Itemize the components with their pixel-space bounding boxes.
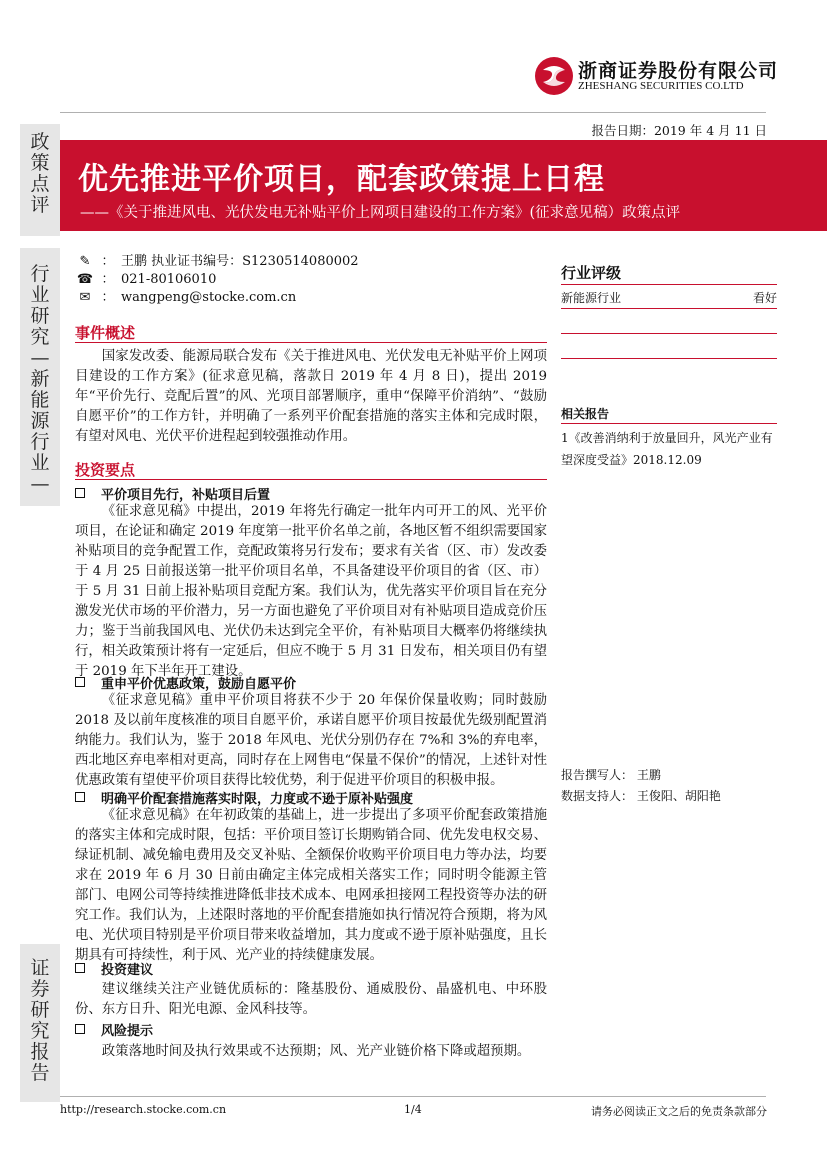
side-tab-char: 券 (30, 978, 50, 1000)
side-tab-char: 究 (30, 326, 50, 348)
invest-section-title: 投资要点 (75, 461, 136, 479)
rating-industry: 新能源行业 (561, 291, 622, 305)
point-paragraph-1: 《征求意见稿》中提出，2019 年将先行确定一批年内可开工的风、光平价项目，在论证和确定 2019 年度第一批平价名单之前，各地区暂不组织需要国家补贴项目的竞争配置工作，竞配政策将另行发布；要求有关省（区、市）发改委于 4 月 25 日前报送第一批平价项目名单，不具备建设平价项目的省（区、市）于 5 月 31 日前上报补贴项目竞配方案。我们认为，优先落实平价项目旨在充分激发光伏市场的平价潜力，另一方面也避免了平价项目对有补贴项目造成竞价压力；鉴于当前我国风电、光伏仍未达到完全平价，有补贴项目大概率仍将继续执行，相关政策预计将有一定延后，但应不晚于 5 月 31 日发布，相关项目仍有望于 2019 年下半年开工建设。 (75, 504, 547, 679)
side-tab-char: 研 (30, 999, 50, 1021)
envelope-icon: ✉ (79, 290, 91, 305)
header-divider (60, 112, 766, 113)
report-title: 优先推进平价项目，配套政策提上日程 (78, 162, 605, 197)
side-tab-char: 能 (30, 389, 50, 411)
analyst-email-row: ✉ ： wangpeng@stocke.com.cn (75, 289, 296, 307)
side-tab-char: 点 (30, 173, 50, 195)
analyst-phone: 021-80106010 (121, 272, 217, 287)
side-tab-char: — (30, 347, 50, 369)
company-logo (534, 54, 779, 98)
zheshang-logo-icon (534, 56, 574, 96)
point-paragraph-3: 《征求意见稿》在年初政策的基础上，进一步提出了多项平价配套政策措施的落实主体和完成时限，包括：平价项目签订长期购销合同、优先发电权交易、绿证机制、减免输电费用及交叉补贴、全额保价收购平价项目电力等办法，均要求在 2019 年 6 月 30 日前由确定主体完成相关落实工作；同时明令能源主管部门、电网公司等持续推进降低非技术成本、电网承担接网工程投资等办法的研究工作。我们认为，上述限时落地的平价配套措施如执行情况符合预期，将为风电、光伏项目特别是平价项目带来收益增加，其力度或不逊于原补贴强度，且长期具有可持续性，利于风、光产业的持续健康发展。 (75, 808, 547, 963)
side-tab-char: 证 (30, 957, 50, 979)
data-supporter: 数据支持人： 王俊阳、胡阳艳 (561, 789, 721, 803)
side-tab-char: 业 (30, 452, 50, 474)
side-tab-char: 业 (30, 284, 50, 306)
event-paragraph: 国家发改委、能源局联合发布《关于推进风电、光伏发电无补贴平价上网项目建设的工作方案》(征求意见稿，落款日 2019 年 4 月 8 日)，提出 2019 年“平价先行、竞配后置”的风、光项目部署顺序，重申“保障平价消纳”、“鼓励自愿平价”的工作方针，并明确了一系列平价配套措施的落实主体和完成时限，有望对风电、光伏平价进程起到较强推动作用。 (75, 349, 547, 444)
related-report-item[interactable]: 1《改善消纳利于放量回升，风光产业有望深度受益》2018.12.09 (561, 431, 773, 467)
phone-icon: ☎ (76, 272, 94, 287)
footer-url[interactable]: http://research.stocke.com.cn (60, 1103, 227, 1116)
footer-disclaimer: 请务必阅读正文之后的免责条款部分 (591, 1105, 767, 1118)
checkbox-bullet-icon (75, 1024, 85, 1034)
side-tab-securities-report (20, 944, 60, 1102)
side-tab-policy-review (20, 124, 60, 236)
side-tab-char: 策 (30, 152, 50, 174)
side-tab-char: 行 (30, 263, 50, 285)
checkbox-bullet-icon (75, 488, 85, 498)
point-paragraph-5: 政策落地时间及执行效果或不达预期；风、光产业链价格下降或超预期。 (101, 1044, 531, 1059)
event-section-title: 事件概述 (75, 324, 136, 342)
company-name-en: ZHESHANG SECURITIES CO.LTD (578, 80, 744, 92)
side-tab-char: 新 (30, 368, 50, 390)
point-paragraph-2: 《征求意见稿》重申平价项目将获不少于 20 年保价保量收购；同时鼓励 2018 及以前年度核准的项目自愿平价，承诺自愿平价项目按最优先级别配置消纳能力。我们认为，鉴于 2018 年风电、光伏分别仍存在 7%和 3%的弃电率，西北地区弃电率相对更高，同时存在上网售电“保量不保价”的情况，上述针对性优惠政策有望使平价项目获得比较优势，利于促进平价项目的积极申报。 (75, 693, 547, 788)
rating-rule (561, 284, 777, 285)
side-tab-char: 行 (30, 431, 50, 453)
rating-title: 行业评级 (561, 264, 622, 282)
checkbox-bullet-icon (75, 677, 85, 687)
report-subtitle: ——《关于推进风电、光伏发电无补贴平价上网项目建设的工作方案》(征求意见稿）政策点评 (80, 205, 681, 221)
related-reports-rule (561, 423, 777, 424)
rating-divider (561, 333, 777, 334)
point-heading-1: 平价项目先行，补贴项目后置 (75, 484, 270, 503)
side-tab-char: 研 (30, 305, 50, 327)
rating-divider (561, 308, 777, 309)
side-tab-char: — (30, 473, 50, 495)
side-tab-char: 政 (30, 131, 50, 153)
point-paragraph-4: 建议继续关注产业链优质标的：隆基股份、通威股份、晶盛机电、中环股份、东方日升、阳光电源、金风科技等。 (75, 982, 547, 1017)
rating-divider (561, 358, 777, 359)
point-heading-2: 重申平价优惠政策，鼓励自愿平价 (75, 673, 296, 692)
side-tab-char: 源 (30, 410, 50, 432)
report-author: 报告撰写人： 王鹏 (561, 768, 661, 782)
invest-section-rule (75, 479, 547, 480)
rating-value: 看好 (752, 291, 777, 305)
footer-divider (60, 1096, 766, 1097)
checkbox-bullet-icon (75, 792, 85, 802)
point-heading-5: 风险提示 (75, 1020, 153, 1039)
checkbox-bullet-icon (75, 963, 85, 973)
side-tab-char: 究 (30, 1020, 50, 1042)
analyst-phone-row: ☎ ： 021-80106010 (76, 272, 217, 287)
company-name-cn: 浙商证券股份有限公司 (578, 60, 779, 82)
side-tab-char: 评 (30, 194, 50, 216)
footer-page-number: 1/4 (404, 1103, 422, 1116)
related-reports-title: 相关报告 (561, 407, 610, 421)
title-banner (60, 140, 827, 231)
side-tab-industry-research (20, 248, 60, 506)
analyst-name: 王鹏 执业证书编号：S1230514080002 (121, 254, 359, 269)
analyst-email[interactable]: wangpeng@stocke.com.cn (121, 290, 297, 305)
report-date: 报告日期：2019 年 4 月 11 日 (591, 123, 767, 138)
point-heading-4: 投资建议 (75, 959, 153, 978)
analyst-name-row: ✎ ： 王鹏 执业证书编号：S1230514080002 (75, 253, 359, 271)
side-tab-char: 报 (30, 1041, 50, 1063)
event-section-rule (75, 342, 547, 343)
pen-icon: ✎ (79, 254, 91, 269)
point-heading-3: 明确平价配套措施落实时限，力度或不逊于原补贴强度 (75, 788, 413, 807)
side-tab-char: 告 (30, 1062, 50, 1084)
